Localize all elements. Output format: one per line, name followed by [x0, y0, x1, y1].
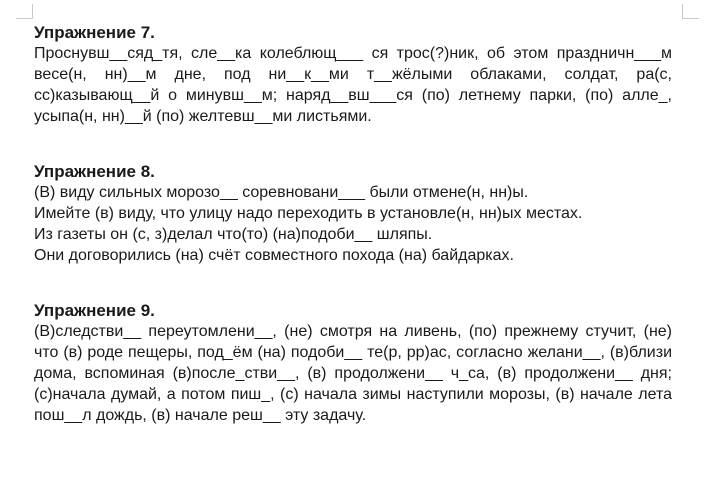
exercise-7	[34, 22, 672, 127]
sentence-line: Из газеты он (с, з)делал что(то) (на)подоби__ шляпы.	[34, 226, 433, 243]
sentence-line: Они договорились (на) счёт совместного похода (на) байдарках.	[34, 247, 514, 264]
document-page	[34, 22, 672, 426]
exercise-text: (В)следстви__ переутомлени__, (не) смотря на ливень, (по) прежнему стучит, (не) что (в) роде пещеры, под_ём (на) подоби__ те(р, рр)ас, согласно желани__, (в)близи дома, вспоминая (в)после_стви__, (в) продолжени__ ч_са, (в) продолжени__ дня; (с)начала думай, а потом пиш_, (с) начала зимы наступили морозы, (в) начале лета пош__л дождь, (в) начале реш__ эту задачу.	[34, 323, 672, 424]
exercise-sentences	[34, 182, 672, 266]
page-corner-mark-right	[682, 4, 699, 19]
exercise-8	[34, 161, 672, 266]
exercise-title: Упражнение 9.	[34, 301, 155, 320]
exercise-title: Упражнение 8.	[34, 162, 155, 181]
exercise-9	[34, 300, 672, 426]
sentence-line: Имейте (в) виду, что улицу надо переходить в установле(н, нн)ых местах.	[34, 205, 583, 222]
sentence-line: (В) виду сильных морозо__ соревновани___ были отмене(н, нн)ы.	[34, 184, 529, 201]
page-corner-mark-left	[16, 4, 33, 19]
exercise-text: Проснувш__сяд_тя, сле__ка колеблющ___ ся трос(?)ник, об этом праздничн___м весе(н, нн)__м дне, под ни__к__ми т__жёлыми облаками, солдат, ра(с, сс)казывающ__й о минувш__м; наряд__вш___ся (по) летнему парки, (по) алле_, усыпа(н, нн)__й (по) желтевш__ми листьями.	[34, 45, 672, 125]
exercise-title: Упражнение 7.	[34, 23, 155, 42]
